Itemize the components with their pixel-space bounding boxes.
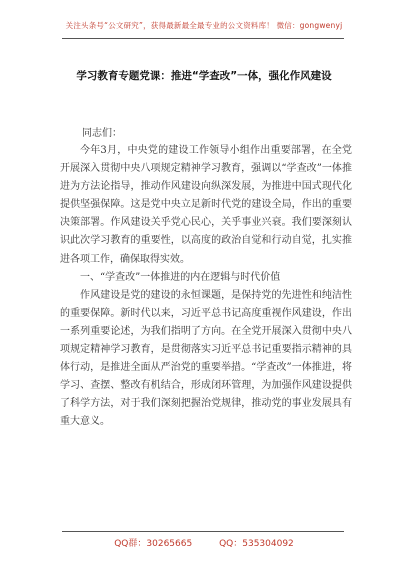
document-body xyxy=(60,142,352,432)
footer-contact xyxy=(0,536,408,549)
footer-qq-group: QQ群：30265665 xyxy=(114,539,193,549)
footer-divider xyxy=(62,531,344,532)
salutation: 同志们： xyxy=(82,128,122,139)
footer-qq-number: QQ：535304092 xyxy=(219,539,294,549)
header-promo-text: 关注头条号“公文研究”，获得最新最全最专业的公文资料库！ 微信：gongwenyj xyxy=(65,21,343,30)
paragraph-section-1: 作风建设是党的建设的永恒课题，是保持党的先进性和纯洁性的重要保障。新时代以来，习近平总书记高度重视作风建设，作出一系列重要论述，为我们指明了方向。在全党开展深入贯彻中央八项规定精神学习教育，是贯彻落实习近平总书记重要指示精神的具体行动，是推进全面从严治党的重要举措。“学查改”一体推进，将学习、查摆、整改有机结合，形成闭环管理，为加强作风建设提供了科学方法，对于我们深刻把握治党规律，推动党的事业发展具有重大意义。 xyxy=(60,289,352,428)
section-heading-1: 一、“学查改”一体推进的内在逻辑与时代价值 xyxy=(80,271,281,283)
header-divider xyxy=(62,38,344,39)
paragraph-intro: 今年3月，中央党的建设工作领导小组作出重要部署，在全党开展深入贯彻中央八项规定精神学习教育，强调以“学查改”一体推进为方法论指导，推动作风建设向纵深发展，为推进中国式现代化提供坚强保障。这是党中央立足新时代党的建设全局，作出的重要决策部署。作风建设关乎党心民心，关乎事业兴衰。我们要深刻认识此次学习教育的重要性，以高度的政治自觉和行动自觉，扎实推进各项工作，确保取得实效。 xyxy=(60,145,352,265)
document-title: 学习教育专题党课：推进“学查改”一体，强化作风建设 xyxy=(76,70,332,82)
